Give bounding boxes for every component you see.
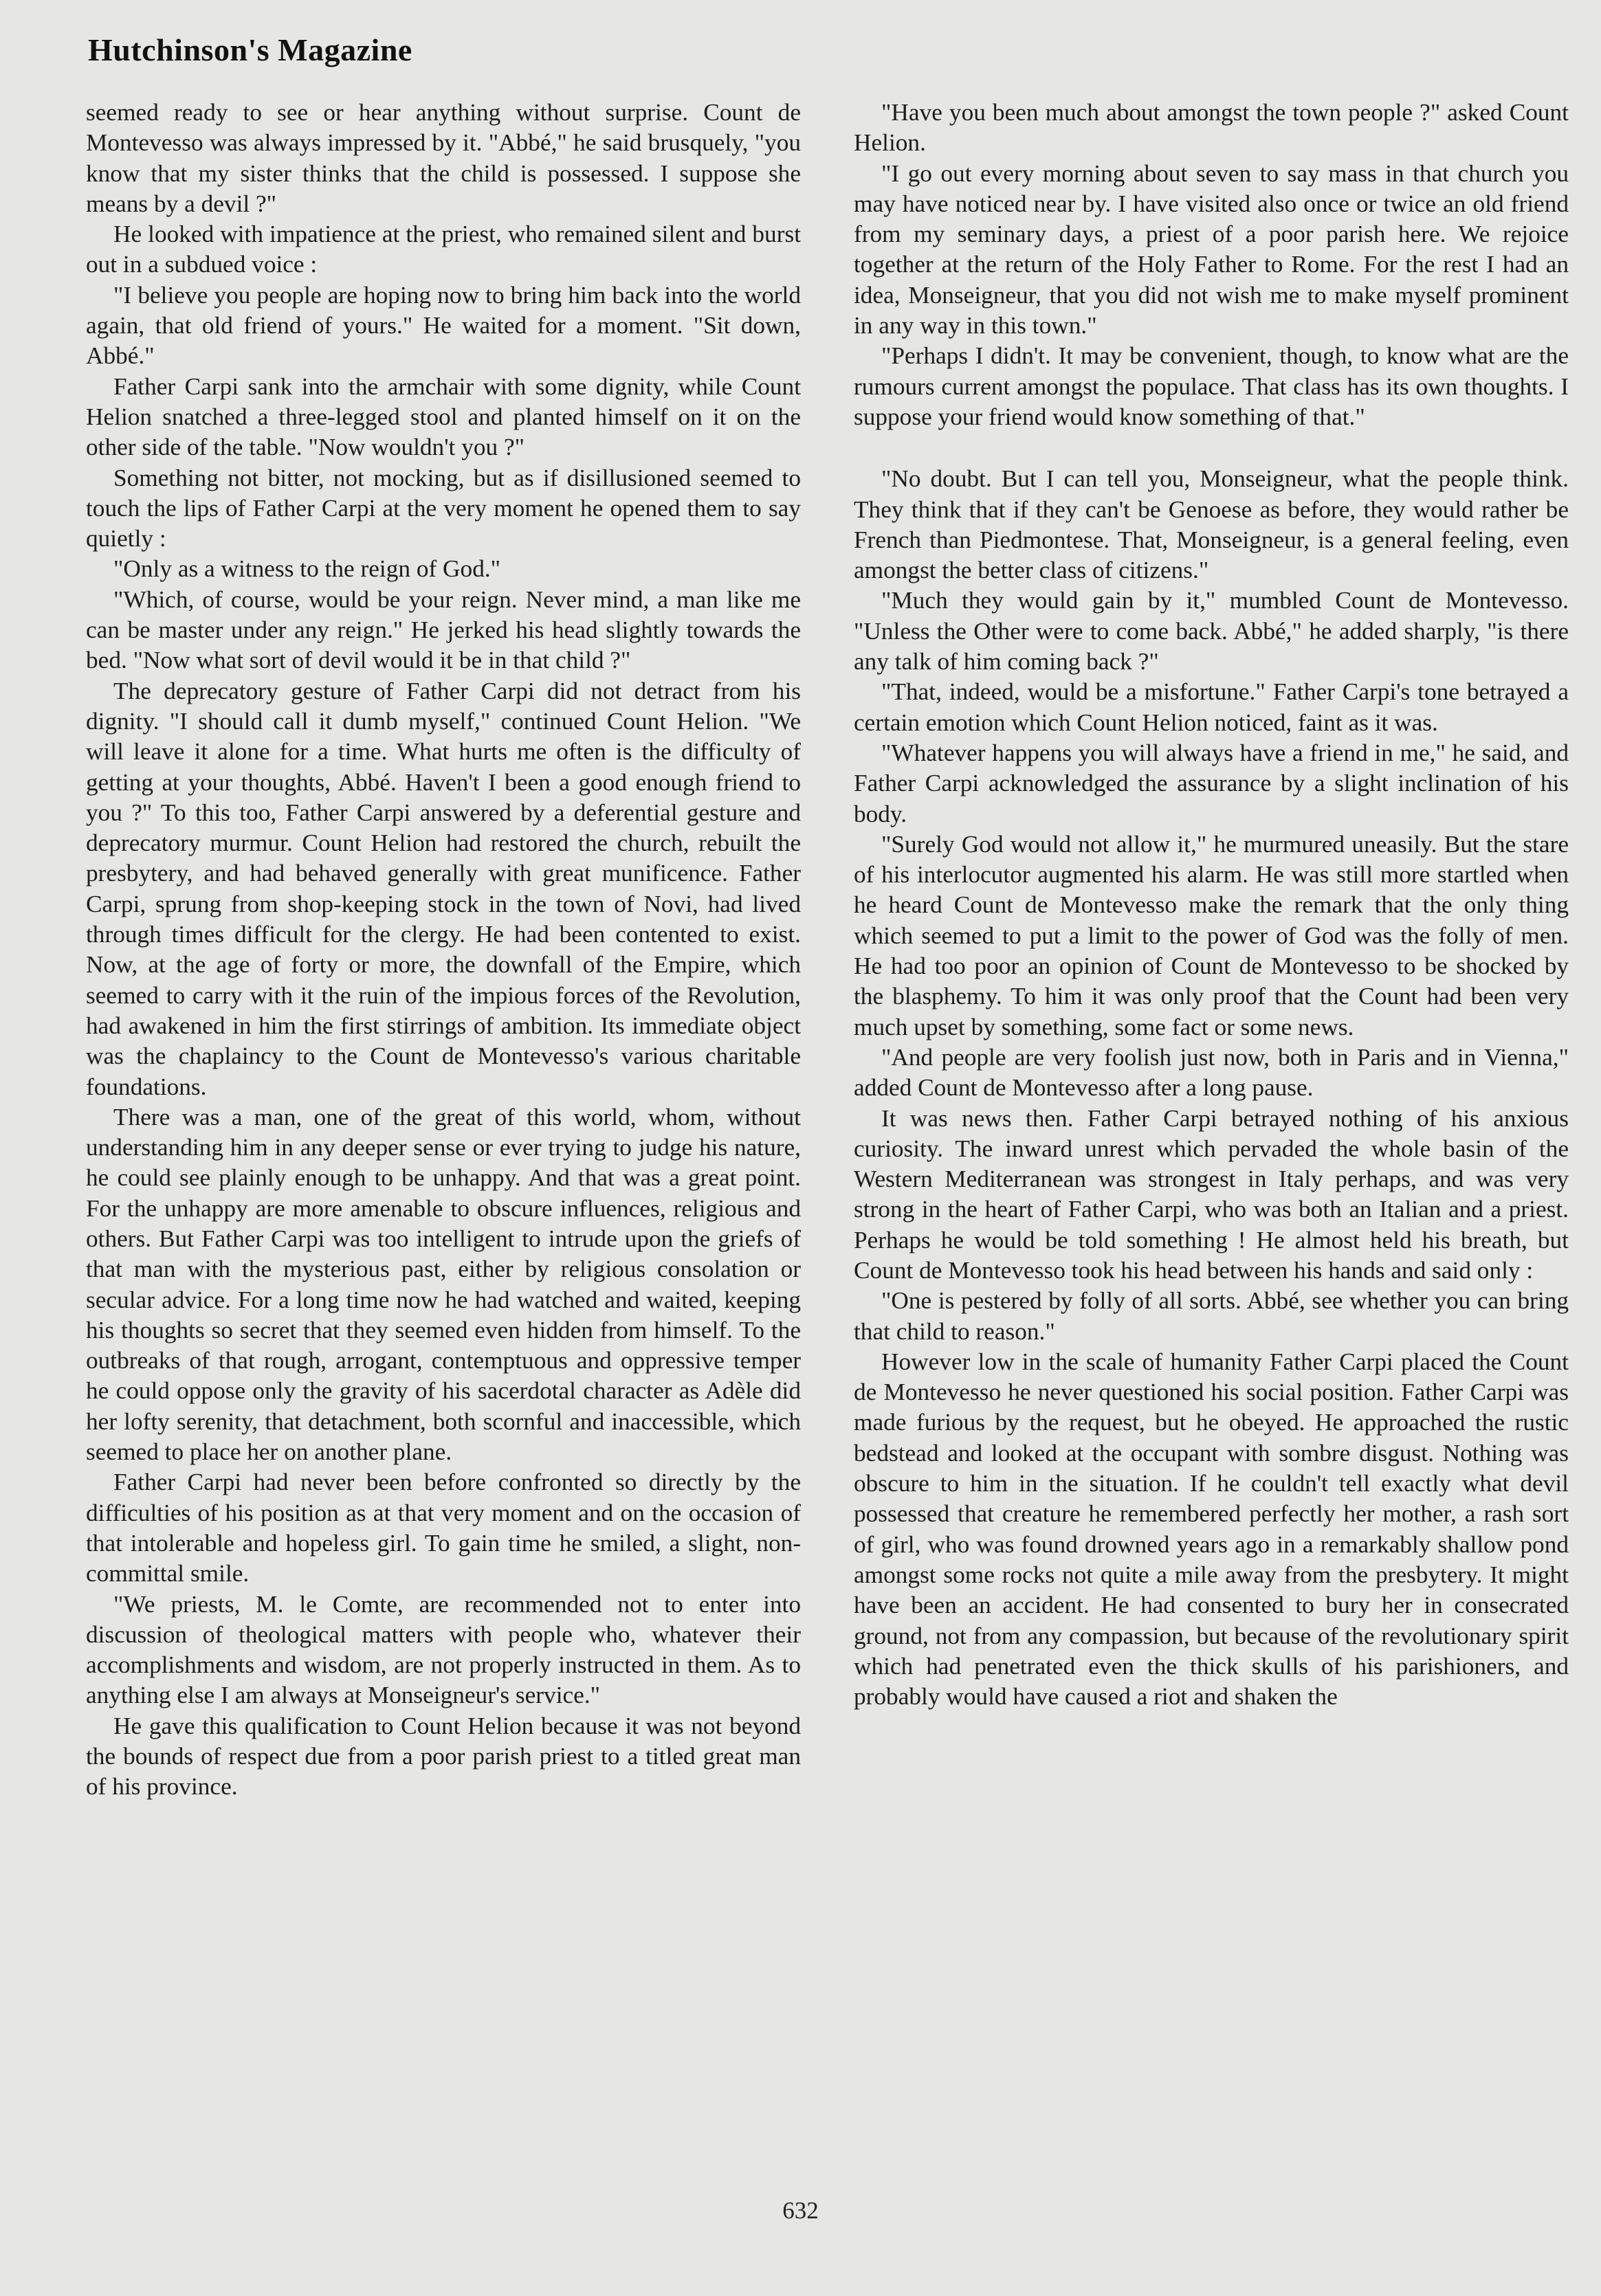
paragraph: He gave this qualification to Count Helion because it was not beyond the bounds of respect due from a poor parish priest to a titled great man of his province. (86, 1712, 801, 1801)
paragraph: "Much they would gain by it," mumbled Count de Montevesso. "Unless the Other were to come back. Abbé," he added sharply, "is there any talk of him coming back ?" (854, 587, 1569, 676)
paragraph: "No doubt. But I can tell you, Monseigneur, what the people think. They think that if they can't be Genoese as before, they would rather be French than Piedmontese. That, Monseigneur, is a general feeling, even amongst the better class of citizens." (854, 465, 1569, 584)
paragraph: "I go out every morning about seven to say mass in that church you may have noticed near by. I have visited also once or twice an old friend from my seminary days, a priest of a poor parish here. We rejoice together at the return of the Holy Father to Rome. For the rest I had an idea, Monseigneur, that you did not wish me to make myself prominent in any way in this town." (854, 159, 1569, 339)
paragraph: seemed ready to see or hear anything without surprise. Count de Montevesso was always impressed by it. "Abbé," he said brusquely, "you know that my sister thinks that the child is possessed. I suppose she means by a devil ?" (86, 99, 801, 217)
left-column (86, 98, 801, 1803)
paragraph: It was news then. Father Carpi betrayed nothing of his anxious curiosity. The inward unrest which pervaded the whole basin of the Western Mediterranean was strongest in Italy perhaps, and was very strong in the heart of Father Carpi, who was both an Italian and a priest. Perhaps he would be told something ! He almost held his breath, but Count de Montevesso took his head between his hands and said only : (854, 1104, 1569, 1284)
paragraph: Father Carpi had never been before confronted so directly by the difficulties of his position as at that very moment and on the occasion of that intolerable and hopeless girl. To gain time he smiled, a slight, non-committal smile. (86, 1469, 801, 1587)
paragraph: "That, indeed, would be a misfortune." Father Carpi's tone betrayed a certain emotion which Count Helion noticed, faint as it was. (854, 678, 1569, 736)
paragraph: However low in the scale of humanity Father Carpi placed the Count de Montevesso he never questioned his social position. Father Carpi was made furious by the request, but he obeyed. He approached the rustic bedstead and looked at the occupant with sombre disgust. Nothing was obscure to him in the situation. If he couldn't tell exactly what devil possessed that creature he remembered perfectly her mother, a rash sort of girl, who was found drowned years ago in a remarkably shallow pond amongst some rocks not quite a mile away from the presbytery. It might have been an accident. He had consented to bury her in consecrated ground, not from any compassion, but because of the revolutionary spirit which had penetrated even the thick skulls of his parishioners, and probably would have caused a riot and shaken the (854, 1348, 1569, 1710)
paragraph: Something not bitter, not mocking, but as if disillusioned seemed to touch the lips of Father Carpi at the very moment he opened them to say quietly : (86, 464, 801, 553)
paragraph: "Which, of course, would be your reign. Never mind, a man like me can be master under any reign." He jerked his head slightly towards the bed. "Now what sort of devil would it be in that child ?" (86, 586, 801, 674)
right-column (854, 98, 1569, 1712)
paragraph: "Whatever happens you will always have a friend in me," he said, and Father Carpi acknowledged the assurance by a slight inclination of his body. (854, 739, 1569, 827)
paragraph: "Have you been much about amongst the town people ?" asked Count Helion. (854, 99, 1569, 157)
paragraph: "And people are very foolish just now, both in Paris and in Vienna," added Count de Montevesso after a long pause. (854, 1043, 1569, 1102)
paragraph: There was a man, one of the great of this world, whom, without understanding him in any deeper sense or ever trying to judge his nature, he could see plainly enough to be unhappy. And that was a great point. For the unhappy are more amenable to obscure influences, religious and others. But Father Carpi was too intelligent to intrude upon the griefs of that man with the mysterious past, either by religious consolation or secular advice. For a long time now he had watched and waited, keeping his thoughts so secret that they seemed even hidden from himself. To the outbreaks of that rough, arrogant, contemptuous and oppressive temper he could oppose only the gravity of his sacerdotal character as Adèle did her lofty serenity, that detachment, both scornful and inaccessible, which seemed to place her on another plane. (86, 1103, 801, 1466)
paragraph: "One is pestered by folly of all sorts. Abbé, see whether you can bring that child to reason." (854, 1287, 1569, 1345)
paragraph: "I believe you people are hoping now to bring him back into the world again, that old friend of yours." He waited for a moment. "Sit down, Abbé." (86, 281, 801, 370)
paragraph: "Perhaps I didn't. It may be convenient, though, to know what are the rumours current amongst the populace. That class has its own thoughts. I suppose your friend would know something of that." (854, 342, 1569, 430)
magazine-title: Hutchinson's Magazine (88, 32, 412, 67)
paragraph: He looked with impatience at the priest, who remained silent and burst out in a subdued voice : (86, 221, 801, 278)
page-number: 632 (782, 2197, 819, 2224)
paragraph: "We priests, M. le Comte, are recommended not to enter into discussion of theological matters with people who, whatever their accomplishments and wisdom, are not properly instructed in them. As to anything else I am always at Monseigneur's service." (86, 1590, 801, 1709)
paragraph: "Surely God would not allow it," he murmured uneasily. But the stare of his interlocutor augmented his alarm. He was still more startled when he heard Count de Montevesso make the remark that the only thing which seemed to put a limit to the power of God was the folly of men. He had too poor an opinion of Count de Montevesso to be shocked by the blasphemy. To him it was only proof that the Count had been very much upset by something, some fact or some news. (854, 830, 1569, 1040)
paragraph: Father Carpi sank into the armchair with some dignity, while Count Helion snatched a three-legged stool and planted himself on it on the other side of the table. "Now wouldn't you ?" (86, 372, 801, 461)
paragraph: "Only as a witness to the reign of God." (113, 555, 501, 583)
paragraph: The deprecatory gesture of Father Carpi did not detract from his dignity. "I should call it dumb myself," continued Count Helion. "We will leave it alone for a time. What hurts me often is the difficulty of getting at your thoughts, Abbé. Haven't I been a good enough friend to you ?" To this too, Father Carpi answered by a deferential gesture and deprecatory murmur. Count Helion had restored the church, rebuilt the presbytery, and had behaved generally with great munificence. Father Carpi, sprung from shop-keeping stock in the town of Novi, had lived through times difficult for the clergy. He had been contented to exist. Now, at the age of forty or more, the downfall of the Empire, which seemed to carry with it the ruin of the impious forces of the Revolution, had awakened in him the first stirrings of ambition. Its immediate object was the chaplaincy to the Count de Montevesso's various charitable foundations. (86, 677, 801, 1100)
